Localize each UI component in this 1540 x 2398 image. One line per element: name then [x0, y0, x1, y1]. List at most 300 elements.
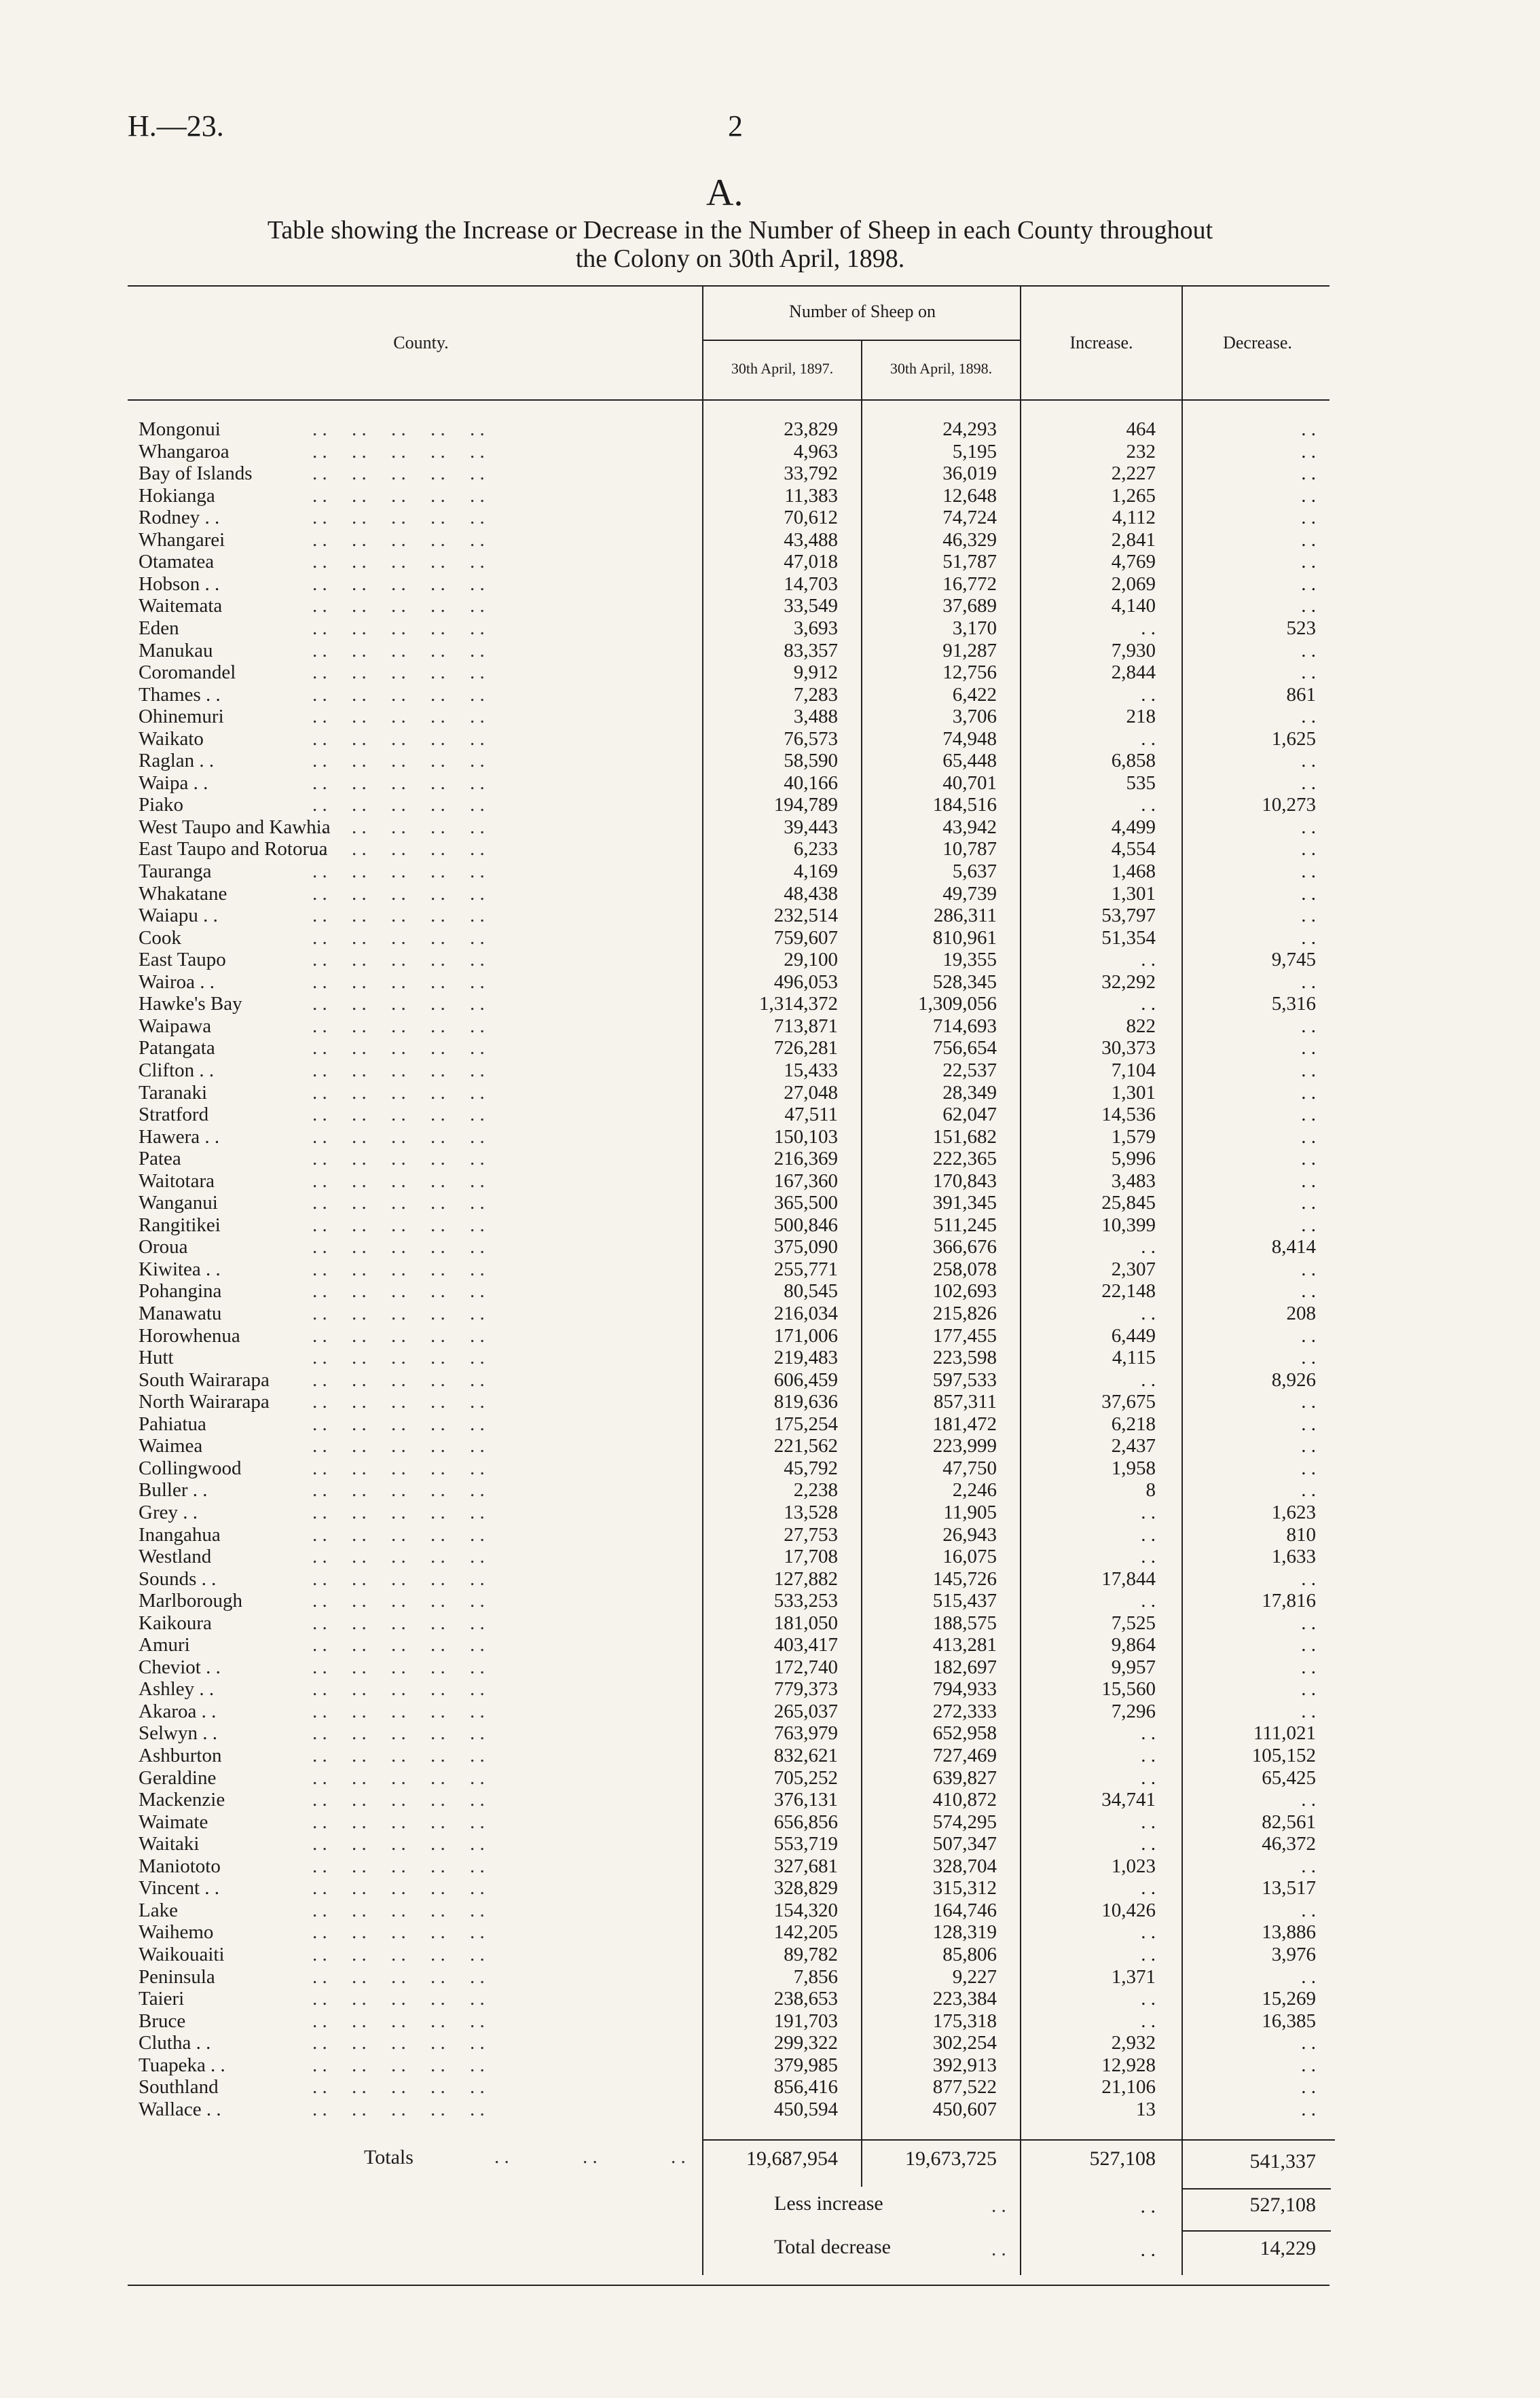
sheep-1898: 37,689 — [942, 595, 997, 617]
sheep-1898: 177,455 — [932, 1324, 997, 1347]
header-1897: 30th April, 1897. — [731, 360, 834, 377]
increase-cell: 4,140 — [1111, 595, 1156, 617]
increase-cell: 2,069 — [1111, 573, 1156, 595]
sheep-1898: 222,365 — [932, 1148, 997, 1170]
increase-cell: 12,928 — [1101, 2054, 1156, 2076]
increase-cell: 21,106 — [1101, 2076, 1156, 2099]
increase-cell: . . — [1141, 1236, 1156, 1258]
decrease-cell: . . — [1301, 551, 1316, 573]
leader-dots: . . . . . . . . . . — [312, 1258, 485, 1280]
header-number-of-sheep: Number of Sheep on — [789, 302, 936, 321]
decrease-cell: . . — [1301, 1037, 1316, 1059]
sheep-1898: 6,422 — [952, 683, 997, 706]
sheep-1898: 1,309,056 — [918, 993, 997, 1015]
county-name: Waikouaiti — [139, 1943, 225, 1965]
sheep-1897: 175,254 — [773, 1413, 838, 1435]
increase-cell: . . — [1141, 1745, 1156, 1766]
sheep-1898: 65,448 — [942, 750, 997, 772]
leader-dots: . . . . . . . . . . — [312, 1523, 485, 1546]
leader-dots: . . . . . . . . . . — [312, 639, 485, 661]
leader-dots: . . . . . . . . . . — [312, 1567, 485, 1590]
decrease-cell: . . — [1301, 926, 1316, 949]
county-name: Thames . . — [139, 683, 221, 706]
decrease-cell: . . — [1301, 528, 1316, 551]
sheep-1897: 713,871 — [773, 1015, 838, 1037]
sheep-1897: 76,573 — [784, 727, 838, 750]
increase-cell: . . — [1141, 949, 1156, 971]
county-name: Waiapu . . — [139, 905, 218, 927]
totals-dots-3: . . — [671, 2146, 686, 2168]
sheep-1897: 376,131 — [773, 1789, 838, 1811]
total-decrease-value: 14,229 — [1260, 2237, 1316, 2259]
county-name: Wallace . . — [139, 2098, 221, 2120]
sheep-1898: 43,942 — [942, 816, 997, 838]
table-row — [0, 2032, 1540, 2054]
sheep-1897: 33,792 — [784, 462, 838, 485]
sheep-1897: 265,037 — [773, 1700, 838, 1722]
increase-cell: 15,560 — [1101, 1678, 1156, 1701]
county-name: East Taupo and Rotorua — [139, 838, 328, 860]
increase-cell: 5,996 — [1111, 1148, 1156, 1170]
decrease-cell: . . — [1301, 1855, 1316, 1877]
decrease-cell: 1,633 — [1271, 1546, 1316, 1568]
decrease-cell: . . — [1301, 1347, 1316, 1369]
county-name: Geraldine — [139, 1766, 217, 1789]
leader-dots: . . . . . . . . . . — [312, 750, 485, 772]
increase-cell: 7,296 — [1111, 1700, 1156, 1722]
county-name: Southland — [139, 2076, 219, 2099]
table-row — [0, 1059, 1540, 1082]
sheep-1898: 188,575 — [932, 1612, 997, 1634]
table-row — [0, 1391, 1540, 1413]
header-increase: Increase. — [1069, 333, 1133, 352]
decrease-cell: 13,517 — [1262, 1877, 1316, 1900]
county-name: Otamatea — [139, 551, 215, 573]
leader-dots: . . . . . . . . . . — [312, 1921, 485, 1944]
less-increase-value: 527,108 — [1249, 2194, 1316, 2216]
table-row — [0, 1347, 1540, 1369]
decrease-cell: . . — [1301, 1125, 1316, 1148]
table-row — [0, 1303, 1540, 1325]
decrease-cell: . . — [1301, 1634, 1316, 1656]
table-row — [0, 1634, 1540, 1656]
sheep-1897: 500,846 — [773, 1214, 838, 1236]
increase-cell: 6,449 — [1111, 1324, 1156, 1347]
table-row — [0, 529, 1540, 551]
sheep-1898: 574,295 — [932, 1811, 997, 1833]
increase-cell: 4,499 — [1111, 816, 1156, 838]
page-number: 2 — [728, 109, 743, 143]
table-row — [0, 507, 1540, 529]
sheep-1898: 392,913 — [932, 2054, 997, 2076]
increase-cell: . . — [1141, 1501, 1156, 1523]
leader-dots: . . . . . . . . . . — [312, 771, 485, 794]
sheep-1897: 606,459 — [773, 1368, 838, 1391]
decrease-cell: . . — [1301, 418, 1316, 440]
sheep-1897: 365,500 — [773, 1192, 838, 1214]
county-name: Pahiatua — [139, 1413, 206, 1435]
decrease-cell: . . — [1301, 661, 1316, 684]
table-row — [0, 684, 1540, 706]
decrease-cell: 5,316 — [1271, 993, 1316, 1015]
sheep-1898: 597,533 — [932, 1368, 997, 1391]
sheep-1897: 27,753 — [784, 1523, 838, 1546]
decrease-cell: 810 — [1286, 1523, 1316, 1546]
sheep-1898: 19,355 — [942, 949, 997, 971]
sheep-1898: 181,472 — [932, 1413, 997, 1435]
sheep-1897: 194,789 — [773, 794, 838, 816]
county-name: Hutt — [139, 1347, 174, 1369]
sheep-1897: 496,053 — [773, 970, 838, 993]
table-row — [0, 1369, 1540, 1392]
table-row — [0, 1214, 1540, 1237]
sheep-1897: 3,488 — [793, 706, 838, 728]
table-row — [0, 1678, 1540, 1701]
leader-dots: . . . . . . . . . . — [312, 484, 485, 507]
leader-dots: . . . . . . . . . . — [312, 706, 485, 728]
decrease-cell: . . — [1301, 1104, 1316, 1126]
increase-cell: 464 — [1126, 418, 1156, 440]
table-row — [0, 1612, 1540, 1635]
table-row — [0, 1192, 1540, 1214]
county-name: Marlborough — [139, 1590, 243, 1612]
leader-dots: . . . . . . . . . . — [312, 1037, 485, 1059]
county-name: Waimea — [139, 1435, 203, 1457]
leader-dots: . . . . . . . . . . — [312, 1280, 485, 1303]
sheep-1897: 15,433 — [784, 1059, 838, 1081]
county-name: Waipawa — [139, 1015, 212, 1037]
increase-cell: . . — [1141, 1590, 1156, 1612]
decrease-cell: 861 — [1286, 683, 1316, 706]
county-name: Waitemata — [139, 595, 223, 617]
table-row — [0, 750, 1540, 772]
county-name: Rangitikei — [139, 1214, 221, 1236]
sheep-1898: 151,682 — [932, 1125, 997, 1148]
decrease-cell: . . — [1301, 860, 1316, 882]
sheep-1898: 652,958 — [932, 1722, 997, 1745]
less-increase-label: Less increase — [774, 2192, 883, 2215]
increase-cell: . . — [1141, 1722, 1156, 1745]
sheep-1897: 856,416 — [773, 2076, 838, 2099]
sheep-1898: 515,437 — [932, 1590, 997, 1612]
sheep-1897: 47,511 — [784, 1104, 838, 1126]
county-name: Waihemo — [139, 1921, 214, 1944]
county-name: Hawke's Bay — [139, 993, 242, 1015]
increase-cell: 1,579 — [1111, 1125, 1156, 1148]
county-name: Tuapeka . . — [139, 2054, 225, 2076]
sheep-1897: 221,562 — [773, 1435, 838, 1457]
sheep-1897: 142,205 — [773, 1921, 838, 1944]
decrease-cell: . . — [1301, 1457, 1316, 1479]
sheep-1898: 756,654 — [932, 1037, 997, 1059]
decrease-cell: . . — [1301, 1678, 1316, 1701]
decrease-cell: 17,816 — [1262, 1590, 1316, 1612]
leader-dots: . . . . . . . . . . — [312, 993, 485, 1015]
leader-dots: . . . . . . . . . . — [312, 1214, 485, 1236]
leader-dots: . . . . . . . . . . — [312, 617, 485, 639]
table-row — [0, 1104, 1540, 1126]
leader-dots: . . . . . . . . . . — [312, 1634, 485, 1656]
county-name: Bruce — [139, 2010, 186, 2032]
leader-dots: . . . . . . . . . . — [312, 1236, 485, 1258]
leader-dots: . . . . . . . . . . — [312, 1413, 485, 1435]
sheep-1897: 58,590 — [784, 750, 838, 772]
total-decrease-inc: . . — [1140, 2238, 1156, 2261]
increase-cell: 1,023 — [1111, 1855, 1156, 1877]
increase-cell: 13 — [1136, 2098, 1156, 2120]
table-row — [0, 1015, 1540, 1038]
sheep-1898: 810,961 — [932, 926, 997, 949]
county-name: Ashley . . — [139, 1678, 215, 1701]
decrease-cell: 15,269 — [1262, 1988, 1316, 2010]
less-increase-inc: . . — [1140, 2195, 1156, 2217]
decrease-cell: . . — [1301, 1148, 1316, 1170]
county-name: Rodney . . — [139, 507, 220, 529]
sheep-1898: 175,318 — [932, 2010, 997, 2032]
leader-dots: . . . . . . . . . . — [312, 528, 485, 551]
leader-dots: . . . . . . . . . . — [312, 905, 485, 927]
county-name: Oroua — [139, 1236, 188, 1258]
decrease-cell: 9,745 — [1271, 949, 1316, 971]
total-decrease-label: Total decrease — [774, 2236, 891, 2258]
table-row — [0, 1435, 1540, 1457]
increase-cell: 2,227 — [1111, 462, 1156, 485]
decrease-cell: . . — [1301, 771, 1316, 794]
totals-dots: . . — [494, 2146, 509, 2168]
increase-cell: . . — [1141, 1833, 1156, 1855]
increase-cell: 51,354 — [1101, 926, 1156, 949]
leader-dots: . . . . . . . . . . — [312, 1745, 485, 1766]
leader-dots: . . . . . . . . . . — [312, 1148, 485, 1170]
sheep-1898: 223,999 — [932, 1435, 997, 1457]
sheep-1898: 24,293 — [942, 418, 997, 440]
sheep-1898: 47,750 — [942, 1457, 997, 1479]
county-name: Westland — [139, 1546, 212, 1568]
county-name: Eden — [139, 617, 179, 639]
leader-dots: . . . . . . . . . . — [312, 1700, 485, 1722]
increase-cell: 22,148 — [1101, 1280, 1156, 1303]
table-row — [0, 2099, 1540, 2121]
table-row — [0, 1656, 1540, 1679]
county-name: Akaroa . . — [139, 1700, 217, 1722]
decrease-cell: 13,886 — [1262, 1921, 1316, 1944]
county-name: Hokianga — [139, 484, 215, 507]
county-name: Mongonui — [139, 418, 221, 440]
decrease-cell: . . — [1301, 905, 1316, 927]
leader-dots: . . . . . . . . . . — [312, 418, 485, 440]
sheep-1898: 286,311 — [933, 905, 997, 927]
county-name: Whangarei — [139, 528, 225, 551]
sheep-1898: 26,943 — [942, 1523, 997, 1546]
table-row — [0, 993, 1540, 1015]
table-row — [0, 905, 1540, 927]
sheep-1897: 533,253 — [773, 1590, 838, 1612]
leader-dots: . . . . . . . . . . — [312, 1435, 485, 1457]
sheep-1897: 9,912 — [793, 661, 838, 684]
table-row — [0, 661, 1540, 684]
leader-dots: . . . . . . . . . . — [312, 860, 485, 882]
county-name: Horowhenua — [139, 1324, 240, 1347]
increase-cell: 232 — [1126, 440, 1156, 462]
sheep-1897: 4,169 — [793, 860, 838, 882]
county-name: Stratford — [139, 1104, 209, 1126]
sheep-1897: 181,050 — [773, 1612, 838, 1634]
leader-dots: . . . . . . . . . . — [312, 1059, 485, 1081]
decrease-cell: . . — [1301, 507, 1316, 529]
increase-cell: . . — [1141, 1877, 1156, 1900]
county-name: Hobson . . — [139, 573, 220, 595]
decrease-cell: . . — [1301, 1612, 1316, 1634]
decrease-cell: . . — [1301, 1214, 1316, 1236]
leader-dots: . . . . . . . . . . — [312, 1192, 485, 1214]
leader-dots: . . . . . . . . . . — [312, 2076, 485, 2099]
increase-cell: 535 — [1126, 771, 1156, 794]
sheep-1898: 36,019 — [942, 462, 997, 485]
sheep-1898: 215,826 — [932, 1303, 997, 1324]
county-name: Mackenzie — [139, 1789, 225, 1811]
decrease-cell: . . — [1301, 440, 1316, 462]
sheep-1897: 23,829 — [784, 418, 838, 440]
sheep-1898: 410,872 — [932, 1789, 997, 1811]
sheep-1898: 857,311 — [933, 1391, 997, 1413]
table-row — [0, 1944, 1540, 1966]
table-row — [0, 1170, 1540, 1193]
increase-cell: 53,797 — [1101, 905, 1156, 927]
county-name: Grey . . — [139, 1501, 198, 1523]
leader-dots: . . . . . . . . . . — [312, 661, 485, 684]
increase-cell: 14,536 — [1101, 1104, 1156, 1126]
increase-cell: 9,864 — [1111, 1634, 1156, 1656]
leader-dots: . . . . . . . . . . — [312, 1125, 485, 1148]
county-name: Wanganui — [139, 1192, 218, 1214]
sheep-1898: 85,806 — [942, 1943, 997, 1965]
increase-cell: 34,741 — [1101, 1789, 1156, 1811]
leader-dots: . . . . . . . . . . — [312, 1081, 485, 1104]
decrease-cell: . . — [1301, 573, 1316, 595]
sheep-1897: 832,621 — [773, 1745, 838, 1766]
decrease-cell: . . — [1301, 1656, 1316, 1678]
county-name: Inangahua — [139, 1523, 221, 1546]
sheep-1897: 45,792 — [784, 1457, 838, 1479]
sheep-1897: 553,719 — [773, 1833, 838, 1855]
county-name: Vincent . . — [139, 1877, 220, 1900]
leader-dots: . . . . . . . . . . — [312, 2010, 485, 2032]
table-row — [0, 949, 1540, 971]
sheep-1898: 5,637 — [952, 860, 997, 882]
sheep-1897: 29,100 — [784, 949, 838, 971]
leader-dots: . . . . . . . . . . — [312, 1656, 485, 1678]
increase-cell: 2,844 — [1111, 661, 1156, 684]
table-row — [0, 1325, 1540, 1347]
county-name: North Wairarapa — [139, 1391, 270, 1413]
page-header-code: H.—23. — [128, 109, 224, 143]
county-name: Whangaroa — [139, 440, 230, 462]
table-row — [0, 1148, 1540, 1170]
table-row — [0, 551, 1540, 573]
sheep-1898: 511,245 — [933, 1214, 997, 1236]
table-row — [0, 462, 1540, 485]
leader-dots: . . . . . . . . . . — [312, 573, 485, 595]
table-row — [0, 1236, 1540, 1258]
increase-cell: 1,958 — [1111, 1457, 1156, 1479]
sheep-1898: 102,693 — [932, 1280, 997, 1303]
sheep-1898: 272,333 — [932, 1700, 997, 1722]
sheep-1897: 375,090 — [773, 1236, 838, 1258]
sheep-1897: 779,373 — [773, 1678, 838, 1701]
sheep-1897: 47,018 — [784, 551, 838, 573]
sheep-1897: 216,369 — [773, 1148, 838, 1170]
table-row — [0, 1546, 1540, 1568]
county-name: Clifton . . — [139, 1059, 215, 1081]
decrease-cell: 65,425 — [1262, 1766, 1316, 1789]
increase-cell: . . — [1141, 1303, 1156, 1324]
sheep-1897: 27,048 — [784, 1081, 838, 1104]
sheep-1897: 656,856 — [773, 1811, 838, 1833]
leader-dots: . . . . . . . . . . — [312, 838, 485, 860]
decrease-cell: . . — [1301, 1700, 1316, 1722]
sheep-1898: 40,701 — [942, 771, 997, 794]
increase-cell: 3,483 — [1111, 1169, 1156, 1192]
increase-cell: 10,426 — [1101, 1899, 1156, 1921]
increase-cell: 1,301 — [1111, 1081, 1156, 1104]
header-county: County. — [393, 333, 449, 352]
total-1898: 19,673,725 — [905, 2147, 997, 2170]
decrease-cell: . . — [1301, 838, 1316, 860]
sheep-1897: 819,636 — [773, 1391, 838, 1413]
sheep-1898: 727,469 — [932, 1745, 997, 1766]
leader-dots: . . . . . . . . . . — [312, 1766, 485, 1789]
leader-dots: . . . . . . . . . . — [312, 816, 485, 838]
increase-cell: . . — [1141, 1811, 1156, 1833]
sheep-1897: 13,528 — [784, 1501, 838, 1523]
table-row — [0, 1988, 1540, 2010]
county-name: Waitaki — [139, 1833, 200, 1855]
totals-label: Totals — [364, 2146, 414, 2168]
decrease-cell: . . — [1301, 1324, 1316, 1347]
increase-cell: 2,841 — [1111, 528, 1156, 551]
table-row — [0, 1900, 1540, 1922]
county-name: Waimate — [139, 1811, 208, 1833]
sheep-1898: 74,724 — [942, 507, 997, 529]
table-row — [0, 2054, 1540, 2077]
sheep-1897: 43,488 — [784, 528, 838, 551]
sheep-1898: 164,746 — [932, 1899, 997, 1921]
increase-cell: 218 — [1126, 706, 1156, 728]
leader-dots: . . . . . . . . . . — [312, 794, 485, 816]
sheep-1898: 794,933 — [932, 1678, 997, 1701]
table-row — [0, 485, 1540, 507]
table-row — [0, 2010, 1540, 2033]
decrease-cell: 1,625 — [1271, 727, 1316, 750]
county-name: Ashburton — [139, 1745, 222, 1766]
increase-cell: 1,301 — [1111, 882, 1156, 905]
leader-dots: . . . . . . . . . . — [312, 1789, 485, 1811]
leader-dots: . . . . . . . . . . — [312, 949, 485, 971]
sheep-1898: 49,739 — [942, 882, 997, 905]
table-row — [0, 1833, 1540, 1855]
county-name: Piako — [139, 794, 184, 816]
increase-cell: 7,525 — [1111, 1612, 1156, 1634]
sheep-1897: 39,443 — [784, 816, 838, 838]
sheep-1897: 238,653 — [773, 1988, 838, 2010]
sheep-1898: 16,772 — [942, 573, 997, 595]
sheep-1898: 74,948 — [942, 727, 997, 750]
increase-cell: 2,437 — [1111, 1435, 1156, 1457]
decrease-cell: . . — [1301, 2098, 1316, 2120]
table-row — [0, 1966, 1540, 1988]
table-row — [0, 1722, 1540, 1745]
decrease-cell: . . — [1301, 2032, 1316, 2054]
